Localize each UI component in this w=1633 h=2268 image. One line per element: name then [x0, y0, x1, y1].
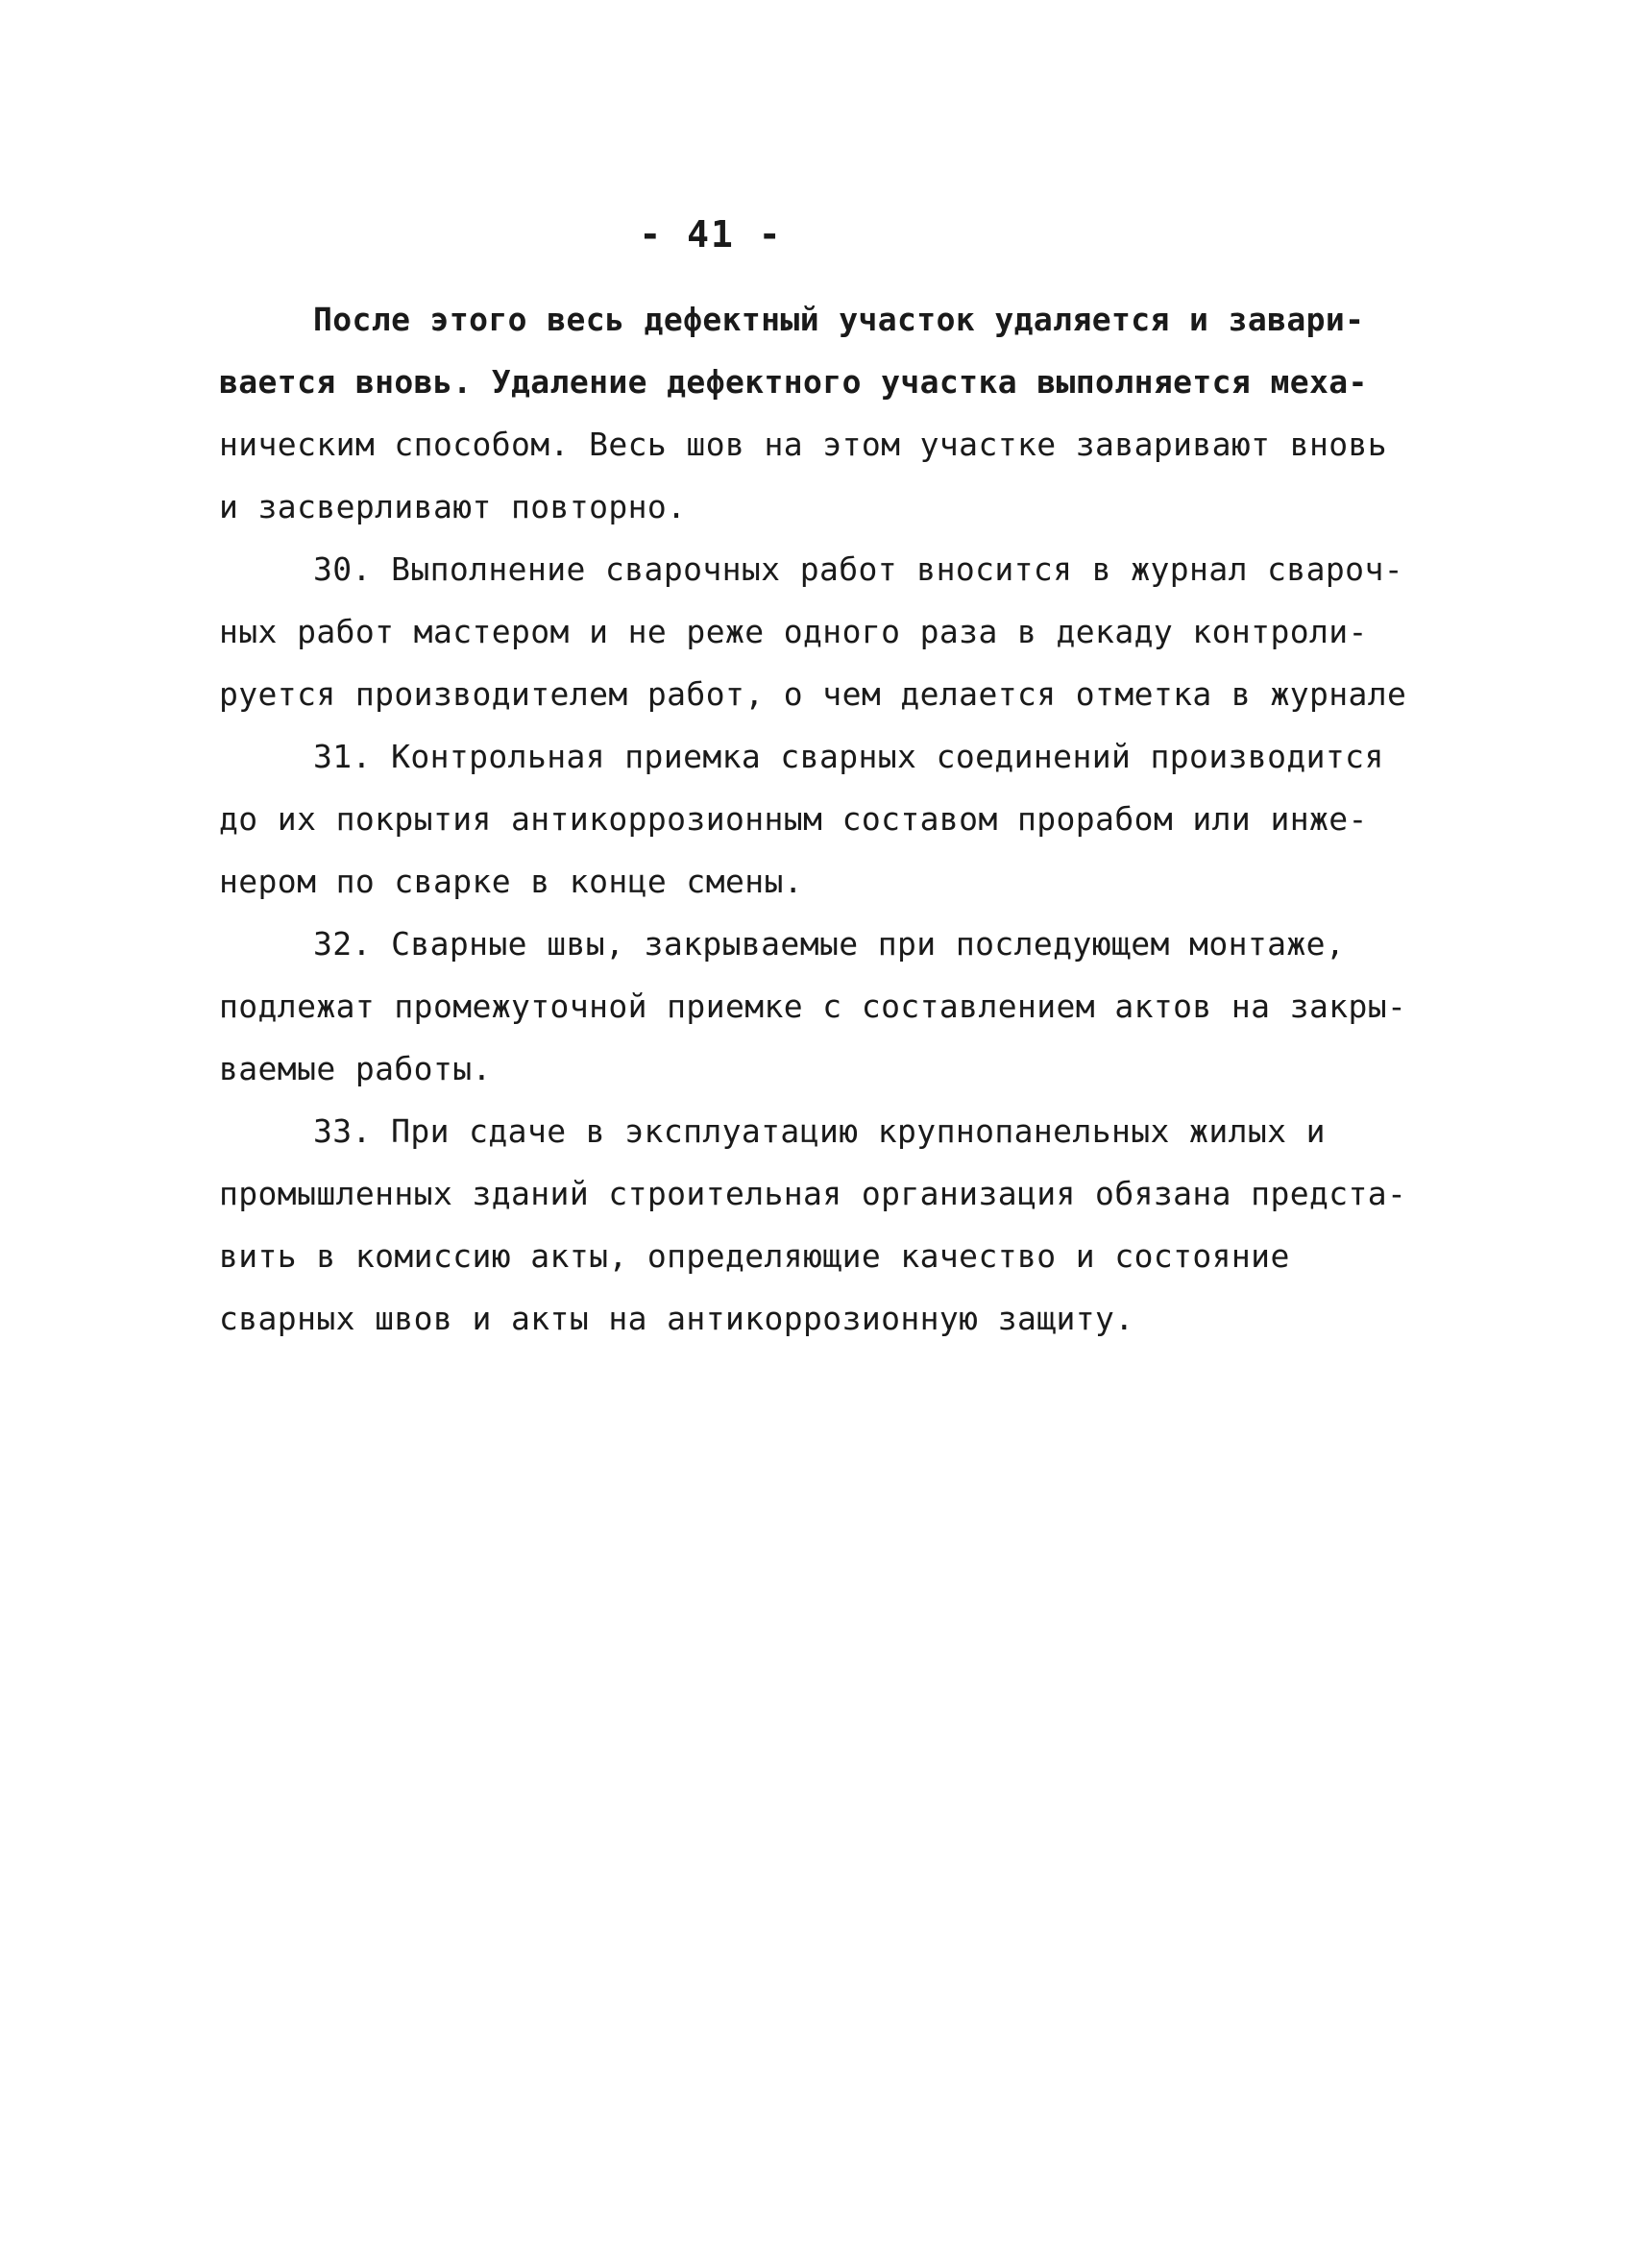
paragraph-30 [219, 538, 1449, 725]
text-line: ническим способом. Весь шов на этом участке заваривают вновь [219, 426, 1388, 463]
text-line: и засверливают повторно. [219, 488, 687, 525]
text-line: до их покрытия антикоррозионным составом прорабом или инже- [219, 800, 1368, 838]
paragraph-continuation [219, 288, 1449, 538]
text-line: вается вновь. Удаление дефектного участка выполняется меха- [219, 363, 1368, 401]
text-line: руется производителем работ, о чем делается отметка в журнале [219, 675, 1407, 713]
body-text [219, 288, 1449, 1350]
text-line: 30. Выполнение сварочных работ вносится в журнал свароч- [313, 550, 1403, 588]
text-line: После этого весь дефектный участок удаляется и завари- [313, 301, 1365, 338]
page-number: - 41 - [639, 213, 783, 256]
paragraph-31 [219, 725, 1449, 913]
text-line: вить в комиссию акты, определяющие качество и состояние [219, 1237, 1290, 1275]
text-line: ваемые работы. [219, 1050, 492, 1087]
text-line: 33. При сдаче в эксплуатацию крупнопанельных жилых и [313, 1112, 1326, 1150]
text-line: нером по сварке в конце смены. [219, 863, 804, 900]
paragraph-32 [219, 913, 1449, 1100]
text-line: 32. Сварные швы, закрываемые при последующем монтаже, [313, 925, 1346, 963]
text-line: подлежат промежуточной приемке с составлением актов на закры- [219, 988, 1407, 1025]
text-line: промышленных зданий строительная организация обязана предста- [219, 1175, 1407, 1212]
text-line: 31. Контрольная приемка сварных соединений производится [313, 738, 1384, 775]
text-line: сварных швов и акты на антикоррозионную защиту. [219, 1300, 1134, 1337]
paragraph-33 [219, 1100, 1449, 1350]
text-line: ных работ мастером и не реже одного раза в декаду контроли- [219, 613, 1368, 650]
